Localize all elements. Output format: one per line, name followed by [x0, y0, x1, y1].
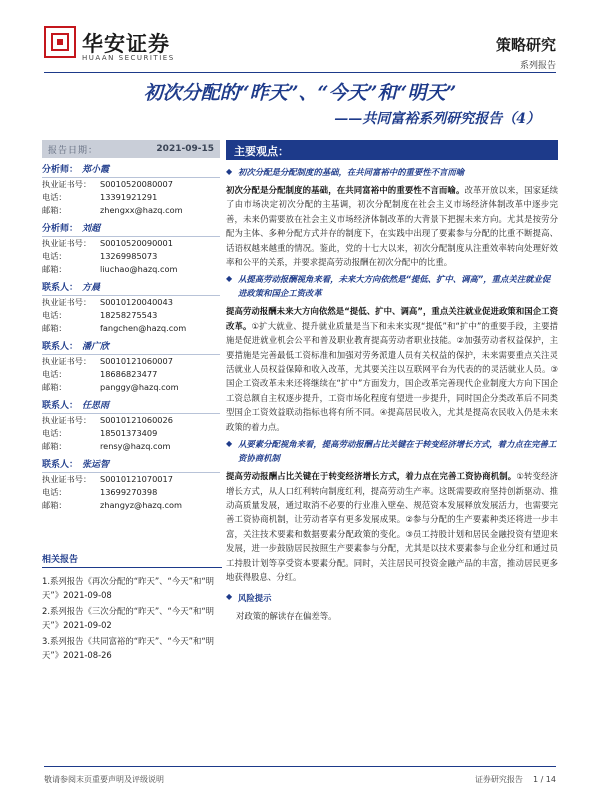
analyst-cert-row: 执业证书号： S0010520090001	[42, 238, 173, 248]
report-subtitle: ——共同富裕系列研究报告（4）	[334, 111, 540, 127]
analyst-name: 任思雨	[82, 401, 110, 411]
analyst-card	[42, 161, 220, 217]
report-date-label: 报告日期：	[48, 145, 99, 156]
section-bullet: ◆ 从提高劳动报酬视角来看，未来大方向依然是“提低、扩中、调高”，重点关注就业促进政策和国企工资改革	[226, 274, 551, 299]
diamond-bullet-icon: ◆	[226, 167, 233, 176]
analyst-cert: S0010121070017	[100, 474, 173, 484]
analyst-card	[42, 397, 220, 453]
related-reports	[42, 552, 222, 664]
analyst-email[interactable]: panggy@hazq.com	[100, 382, 179, 392]
section-bullet: ◆ 从要素分配视角来看，提高劳动报酬占比关键在于转变经济增长方式，着力点在完善工资协商机制	[226, 439, 557, 464]
key-points-heading: 主要观点：	[226, 140, 558, 160]
analyst-email-row: 邮箱： liuchao@hazq.com	[42, 264, 178, 274]
analyst-email-row: 邮箱： zhangyz@hazq.com	[42, 500, 183, 510]
analyst-email-row: 邮箱： fangchen@hazq.com	[42, 323, 187, 333]
page-number: 1 / 14	[532, 775, 556, 784]
related-report-item[interactable]: 1.系列报告《再次分配的“昨天”、“今天”和“明天”》2021-09-08	[42, 576, 215, 600]
analyst-card	[42, 220, 220, 276]
analyst-role: 联系人：	[42, 342, 79, 352]
related-report-item[interactable]: 2.系列报告《三次分配的“昨天”、“今天”和“明天”》2021-09-02	[42, 606, 215, 630]
analyst-cert: S0010520090001	[100, 238, 173, 248]
analyst-cert-row: 执业证书号： S0010121060007	[42, 356, 173, 366]
report-type: 策略研究	[495, 36, 556, 54]
analyst-email[interactable]: rensy@hazq.com	[100, 441, 171, 451]
footer-right	[465, 774, 556, 785]
analyst-email[interactable]: fangchen@hazq.com	[100, 323, 187, 333]
analyst-card	[42, 456, 220, 512]
analyst-cert-row: 执业证书号： S0010121070017	[42, 474, 173, 484]
section-paragraph: 提高劳动报酬占比关键在于转变经济增长方式，着力点在完善工资协商机制。①转变经济增长方式，从人口红利转向制度红利，提高劳动生产率。这既需要政府坚持创新驱动、推动高质量发展，通过取消不必要的行业准入壁垒、规范资本发展释放发展活力，也需要完善工资协商机制，让劳动者享有更多发展成果。②参与分配的生产要素种类还将进一步丰富，关注技术要素和数据要素分配政策的变化。③员工持股计划和居民金融投资有望迎来发展，进一步鼓励居民按照生产要素参与分配，尤其是以技术要素参与企业分红和通过员工持股计划等享受资本要素分配。同时，关注居民可投资金融产品的丰富，推动居民更多地获得股息、分红。	[226, 471, 558, 582]
analyst-role: 分析师：	[42, 165, 79, 175]
company-logo-mark	[44, 26, 76, 58]
analyst-email-row: 邮箱： panggy@hazq.com	[42, 382, 179, 392]
analyst-name: 郑小霞	[82, 165, 110, 175]
key-points-body	[226, 162, 558, 622]
analyst-cert-row: 执业证书号： S0010121060026	[42, 415, 173, 425]
report-date-bar	[42, 140, 220, 158]
analyst-email-row: 邮箱： zhengxx@hazq.com	[42, 205, 183, 215]
analyst-cert-row: 执业证书号： S0010120040043	[42, 297, 173, 307]
analyst-phone-row: 电话： 13269985073	[42, 251, 158, 261]
risk-heading: ◆ 风险提示	[226, 592, 272, 604]
analyst-phone-row: 电话： 18501373409	[42, 428, 158, 438]
report-title: 初次分配的“昨天”、“今天”和“明天”	[143, 82, 457, 104]
analyst-name: 潘广欣	[82, 342, 110, 352]
analyst-phone-row: 电话： 13391921291	[42, 192, 158, 202]
analyst-cert: S0010121060026	[100, 415, 173, 425]
analyst-cert: S0010121060007	[100, 356, 173, 366]
analyst-name: 刘超	[82, 224, 101, 234]
analyst-name-row	[42, 220, 220, 237]
analyst-email-row: 邮箱： rensy@hazq.com	[42, 441, 171, 451]
report-subtype: 系列报告	[519, 61, 556, 71]
analyst-email[interactable]: zhengxx@hazq.com	[100, 205, 183, 215]
footer-disclaimer[interactable]: 敬请参阅末页重要声明及评级说明	[44, 775, 164, 784]
analyst-phone: 13391921291	[100, 192, 158, 202]
company-logo-english: HUAAN SECURITIES	[82, 54, 175, 62]
analyst-name-row	[42, 161, 220, 178]
analyst-email[interactable]: zhangyz@hazq.com	[100, 500, 183, 510]
analyst-cert-row: 执业证书号： S0010520080007	[42, 179, 173, 189]
analyst-phone-row: 电话： 18258275543	[42, 310, 158, 320]
analyst-phone: 18501373409	[100, 428, 158, 438]
analyst-card	[42, 279, 220, 335]
analyst-phone-row: 电话： 18686823477	[42, 369, 158, 379]
analyst-name-row	[42, 338, 220, 355]
analyst-phone: 18258275543	[100, 310, 158, 320]
analyst-phone: 13269985073	[100, 251, 158, 261]
analyst-name-row	[42, 397, 220, 414]
diamond-bullet-icon: ◆	[226, 439, 233, 449]
section-paragraph: 提高劳动报酬未来大方向依然是“提低、扩中、调高”，重点关注就业促进政策和国企工资改革。①扩大就业、提升就业质量是当下和未来实现“提低”和“扩中”的重要手段，主要措施是促进就业机会公平和普及职业教育提高劳动者职业技能。②加强劳动者权益保护，主要措施是完善最低工资标准和加强对劳务派遣人员有关权益的保护，未来需要重点关注灵活就业人员权益保障和收入改革，尤其要关注以互联网平台为代表的的灵活就业人员。③国企工资改革未来还将继续在“扩中”方面发力，国企改革完善现代企业制度大方向下国企工资总额自主权逐步提升，工资市场化程度有望进一步提升，同时国企分类改革后不同类型国企工资效益联动指标也将有所不同。④提高居民收入，尤其是提高农民收入仍是未来政策的着力点。	[226, 306, 558, 432]
header-divider	[44, 72, 556, 73]
analyst-email[interactable]: liuchao@hazq.com	[100, 264, 178, 274]
related-report-item[interactable]: 3.系列报告《共同富裕的“昨天”、“今天”和“明天”》2021-08-26	[42, 636, 215, 660]
section-bullet: ◆ 初次分配是分配制度的基础，在共同富裕中的重要性不言而喻	[226, 167, 465, 177]
company-logo-text: 华安证券	[82, 31, 170, 56]
analyst-phone: 18686823477	[100, 369, 158, 379]
diamond-bullet-icon: ◆	[226, 592, 233, 602]
analyst-role: 联系人：	[42, 283, 79, 293]
analyst-name-row	[42, 456, 220, 473]
analyst-cert: S0010120040043	[100, 297, 173, 307]
related-reports-heading: 相关报告	[42, 552, 222, 568]
section-paragraph: 初次分配是分配制度的基础，在共同富裕中的重要性不言而喻。改革开放以来，国家延续了由市场决定初次分配的主基调，初次分配制度在社会主义市场经济体制改革中逐步完善，未来仍需要放在社会主义市场经济体制改革的大背景下把握未来方向。尤其是按劳分配为主体、多种分配方式并存的制度下，在实践中出现了要素参与分配的比重不断提高、话语权越来越重的情况。鉴此，党的十七大以来，初次分配制度从注重效率转向处理好效率和公平的关系，并要求提高劳动报酬在初次分配中的比重。	[226, 185, 559, 268]
footer-divider	[44, 766, 556, 767]
risk-text: 对政策的解读存在偏差等。	[236, 611, 337, 622]
report-date-value: 2021-09-15	[156, 144, 214, 154]
analyst-sidebar	[42, 140, 220, 512]
analyst-role: 分析师：	[42, 224, 79, 234]
analyst-name-row	[42, 279, 220, 296]
analyst-role: 联系人：	[42, 460, 79, 470]
diamond-bullet-icon: ◆	[226, 274, 233, 284]
analyst-phone: 13699270398	[100, 487, 158, 497]
analyst-name: 张运智	[82, 460, 110, 470]
analyst-cert: S0010520080007	[100, 179, 173, 189]
analyst-phone-row: 电话： 13699270398	[42, 487, 158, 497]
footer-report-label: 证券研究报告	[474, 775, 523, 784]
analyst-name: 方晨	[82, 283, 101, 293]
analyst-card	[42, 338, 220, 394]
analyst-role: 联系人：	[42, 401, 79, 411]
